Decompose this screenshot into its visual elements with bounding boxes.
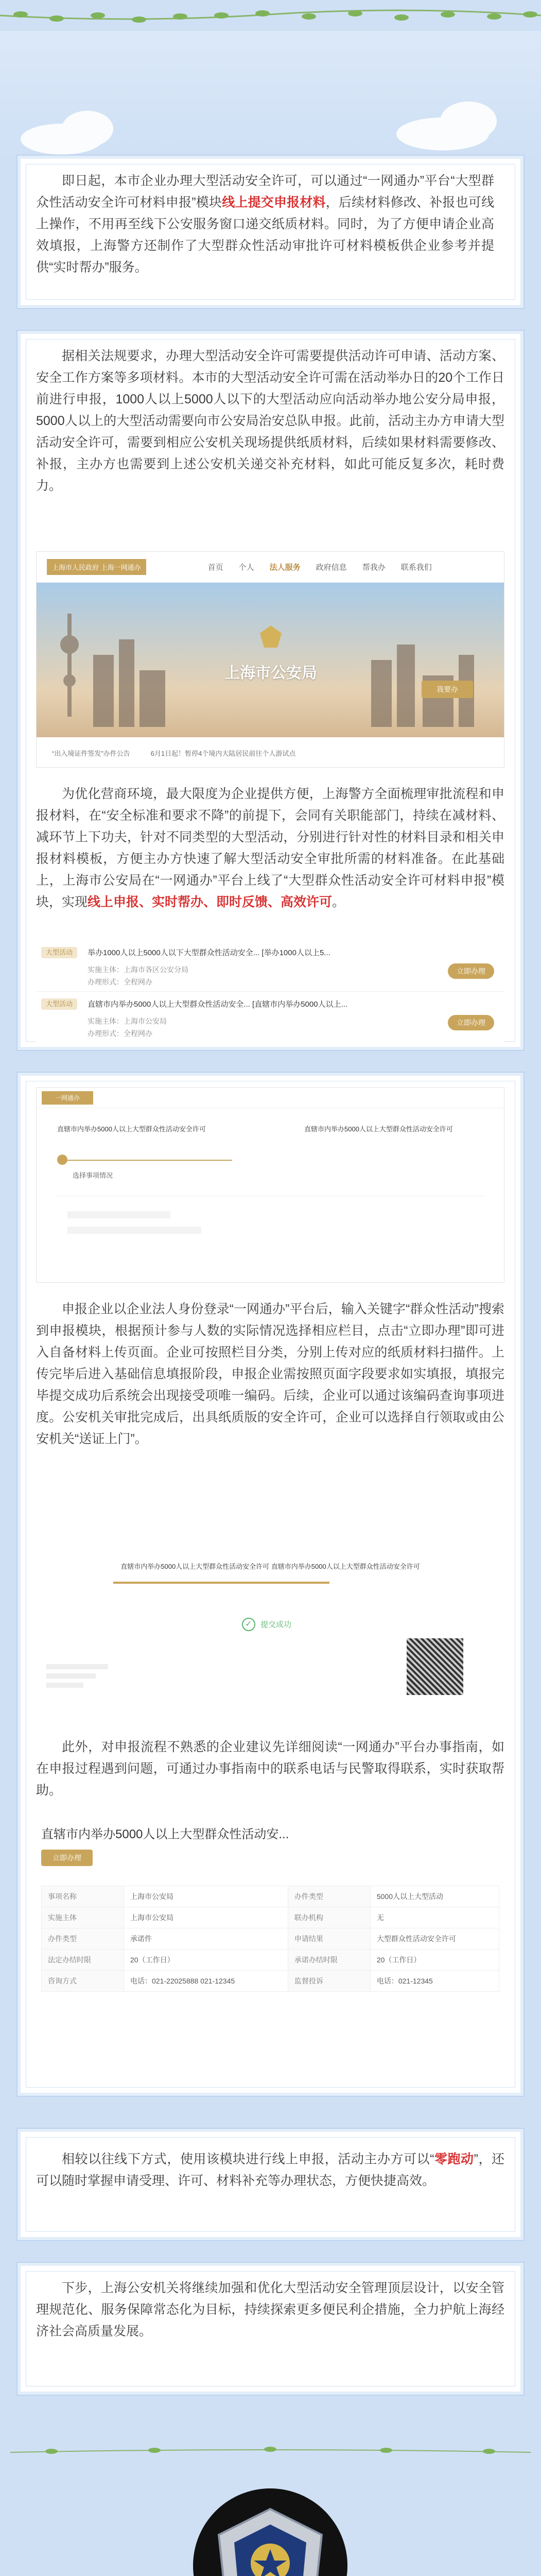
section5-paragraph: 下步，上海公安机关将继续加强和优化大型活动安全管理顶层设计，以安全管理规范化、服务保障常态化为目标，持续探索更多便民利企措施，全力护航上海经济社会高质量发展。	[36, 2281, 504, 2338]
check-icon: ✓	[242, 1618, 255, 1631]
section2-paragraph-1: 据相关法规要求，办理大型活动安全许可需要提供活动许可申请、活动方案、安全工作方案等多项材料。本市的大型活动安全许可需在活动举办日的20个工作日前进行申报，1000人以上5000人以下的大型活动应向活动举办地公安分局申报，5000人以上的大型活动需要向市公安局治安总队申报。此前，活动主办方申请大型活动安全许可，需要到相应公安机关现场提供纸质材料，后续如果材料需要修改、补报，主办方也需要到上述公安机关递交补充材料，如此可能反复多次，耗时费力。	[36, 349, 504, 493]
qr-code-icon	[407, 1638, 463, 1695]
hero-banner	[37, 583, 504, 737]
submit-title: 直辖市内举办5000人以上大型群众性活动安全许可 直辖市内举办5000人以上大型群众性活动安全许可	[120, 1563, 420, 1570]
portal-screenshot	[36, 551, 504, 768]
portal-logo-small: 一网通办	[42, 1091, 93, 1105]
list-item[interactable]	[36, 994, 504, 1043]
table-row: 办件类型 承诺件 申请结果 大型群众性活动安全许可	[42, 1928, 499, 1950]
category-badge: 大型活动	[41, 947, 77, 958]
garland-divider-icon	[0, 2442, 541, 2463]
guide-screenshot	[36, 1819, 504, 2087]
service-list	[36, 943, 504, 1046]
step-label: 选择事项情况	[73, 1172, 113, 1179]
intro-paragraph: 即日起，本市企业办理大型活动安全许可，可以通过“一网通办”平台“大型群众性活动安全许可材料申报”模块线上提交申报材料，后续材料修改、补报也可线上操作，不用再至线下公安服务窗口递交纸质材料。同时，为了方便申请企业高效填报，上海警方还制作了大型群众性活动审批许可材料模板供企业参考并提供“实时帮办”服务。	[36, 174, 494, 275]
nav-help[interactable]: 帮我办	[362, 563, 386, 572]
form-title-2: 直辖市内举办5000人以上大型群众性活动安全许可	[304, 1125, 453, 1133]
table-row: 法定办结时限 20（工作日） 承诺办结时限 20（工作日）	[42, 1950, 499, 1971]
ticker-item-2[interactable]: 6月1日起！暂停4个境内大陆居民前往个人游试点	[150, 749, 296, 757]
list-item-title[interactable]: 直辖市内举办5000人以上大型群众性活动安全... [直辖市内举办5000人以上...	[88, 1000, 348, 1009]
list-item-title[interactable]: 举办1000人以上5000人以下大型群众性活动安全... [举办1000人以上5...	[88, 948, 330, 957]
submit-success-text: 提交成功	[260, 1620, 292, 1629]
guide-title: 直辖市内举办5000人以上大型群众性活动安...	[41, 1827, 289, 1841]
list-item-agency: 实施主体：上海市各区公安分局	[88, 965, 188, 974]
section3-paragraph-2: 此外，对申报流程不熟悉的企业建议先详细阅读“一网通办”平台办事指南，如在申报过程遇到问题，可通过办事指南中的联系电话与民警取得联系，实时获取帮助。	[36, 1740, 504, 1798]
portal-logo[interactable]: 上海市人民政府 上海一网通办	[47, 559, 146, 575]
section3-paragraph-1: 申报企业以企业法人身份登录“一网通办”平台后，输入关键字“群众性活动”搜索到申报模块，根据预计参与人数的实际情况选择相应栏目，点击“立即办理”即可进入自备材料上传页面。企业可按照栏目分类，分别上传对应的纸质材料扫描件。上传完毕后进入基础信息填报阶段，申报企业需按照页面字段要求如实填报，填报完毕提交成功后系统会出现接受项唯一编码。后续，企业可以通过该编码查询事项进度。公安机关审批完成后，出具纸质版的安全许可，企业可以选择自行领取或由公安机关“送证上门”。	[36, 1302, 504, 1446]
do-it-button[interactable]: 我要办	[422, 681, 473, 698]
apply-now-button[interactable]: 立即办理	[448, 1015, 494, 1030]
cloud-icon	[0, 31, 541, 160]
hero-title: 上海市公安局	[224, 665, 317, 682]
list-item[interactable]	[36, 943, 504, 992]
section2-paragraph-2: 为优化营商环境，最大限度为企业提供方便，上海警方全面梳理审批流程和申报材料，在“安全标准和要求不降”的前提下，会同有关职能部门，持续在减材料、减环节上下功夫，针对不同类型的大型活动，分别进行针对性的材料目录和相关申报材料模板，方便主办方快速了解大型活动安全审批所需的材料准备。在此基础上，上海市公安局在“一网通办”平台上线了“大型群众性活动安全许可材料申报”模块，实现线上申报、实时帮办、即时反馈、高效许可。	[36, 787, 504, 909]
section4-paragraph: 相较以往线下方式，使用该模块进行线上申报，活动主办方可以“零跑动”，还可以随时掌握申请受理、许可、材料补充等办理状态，方便快捷高效。	[36, 2152, 504, 2188]
nav-personal[interactable]: 个人	[238, 563, 254, 572]
table-row: 实施主体 上海市公安局 联办机构 无	[42, 1907, 499, 1928]
step-dot	[57, 1155, 67, 1165]
form-screenshot	[36, 1087, 504, 1283]
list-item-mode: 办理形式：全程网办	[88, 1029, 152, 1038]
nav-contact[interactable]: 联系我们	[400, 563, 432, 572]
guide-table	[41, 1886, 499, 1992]
leaf-garland	[0, 0, 541, 31]
table-row: 咨询方式 电话：021-22025888 021-12345 监督投诉 电话：021-12345	[42, 1971, 499, 1992]
nav-gov-info[interactable]: 政府信息	[316, 563, 347, 572]
sky-background	[0, 31, 541, 160]
list-item-mode: 办理形式：全程网办	[88, 978, 152, 986]
guide-apply-button[interactable]: 立即办理	[41, 1850, 93, 1866]
police-emblem-icon	[258, 624, 284, 650]
form-title: 直辖市内举办5000人以上大型群众性活动安全许可	[57, 1125, 206, 1133]
ticker-item-1[interactable]: “出入境证件签发”办件公告	[52, 749, 130, 757]
list-item-agency: 实施主体：上海市公安局	[88, 1017, 167, 1025]
category-badge: 大型活动	[41, 998, 77, 1010]
police-badge-icon	[193, 2488, 347, 2576]
table-row: 事项名称 上海市公安局 办件类型 5000人以上大型活动	[42, 1886, 499, 1907]
nav-home[interactable]: 首页	[207, 563, 223, 572]
police-badge	[193, 2488, 347, 2576]
nav-legal[interactable]: 法人服务	[269, 563, 301, 572]
apply-now-button[interactable]: 立即办理	[448, 963, 494, 979]
submit-screenshot	[36, 1561, 504, 1721]
news-ticker	[37, 737, 504, 768]
